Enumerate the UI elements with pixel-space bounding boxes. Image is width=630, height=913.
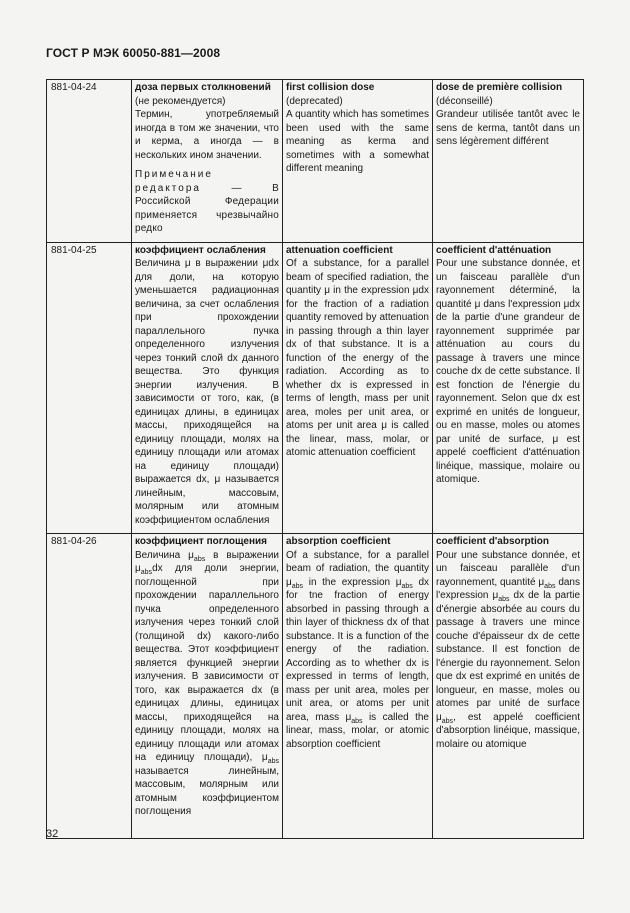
ru-term: коэффициент поглощения <box>135 536 268 547</box>
fr-cell <box>433 242 584 534</box>
term-number: 881-04-24 <box>47 80 132 243</box>
en-definition: Of a substance, for a parallel beam of radiation, the quantity $\mu_{abs}$ in the expression $\mu_{abs}$ dx for tne fraction of energy absorbed in passing through a thin layer of thickness dx of that substance. It is a function of the energy of the radiation. According as to whether dx is expressed in terms of length, mass per unit area, moles per unit area, or atoms per unit area, mass $\mu_{abs}$ is called the linear, mass, molar, or atomic absorption coefficient <box>286 549 429 750</box>
fr-definition: Grandeur utilisée tantôt avec le sens de kerma, tantôt dans un sens légèrement différent <box>436 109 580 147</box>
ru-note <box>135 168 279 236</box>
table-row <box>47 80 584 243</box>
ru-definition: Термин, употребляемый иногда в том же значении, что и керма, а иногда — в нескольких ином значении. <box>135 109 279 161</box>
en-term: absorption coefficient <box>286 536 391 547</box>
table-row <box>47 242 584 534</box>
en-cell <box>283 80 433 243</box>
ru-definition: Величина μ в выражении μdx для доли, на которую уменьшается радиационная величина, за счет ослабления при прохождении параллельного пучка определенного излучения через тонкий слой dx данного вещества. Это функция энергии излучения. В зависимости от того, как, (в единицах длины, в единицах массы, приходящейся на единицу площади, молях на единицу площади или атомах на единицу площади) выражается dx, μ называется линейным, массовым, молярным или атомным коэффициентом ослабления <box>135 258 279 526</box>
ru-cell <box>132 242 283 534</box>
term-number: 881-04-25 <box>47 242 132 534</box>
document-header: ГОСТ Р МЭК 60050-881—2008 <box>46 46 221 60</box>
ru-note-label: Примечание редактора <box>135 169 213 194</box>
ru-note-text: — В Российской Федерации применяется чрезвычайно редко <box>135 182 279 234</box>
term-number: 881-04-26 <box>47 534 132 839</box>
ru-definition: Величина $\mu_{abs}$ в выражении $\mu_{abs}dx$ для доли энергии, поглощенной при прохождении параллельного пучка определенного излучения через тонкий слой (толщиной dx) какого-либо вещества. Этот коэффициент является функцией энергии излучения. В зависимости от того, как выражается dx (в единицах длины, единицах массы, приходящейся на единицу площади, молях на единицу площади или атомах на единицу площади), $\mu_{abs}$ называется линейным, массовым, молярным или атомным коэффициентом поглощения <box>135 549 279 817</box>
fr-definition: Pour une substance donnée, et un faisceau parallèle d'un rayonnement, quantité $\mu_{abs}$ dans l'expression $\mu_{abs}$ dx de la partie d'énergie absorbée au cours du passage à travers une mince couche d'épaisseur dx de cette substance. Il est fonction de l'énergie du rayonnement. Selon que dx est exprimé en unités de longueur, en masse, moles ou atomes par unité de surface $\mu_{abs}$, est appelé coefficient d'absorption linéique, massique, molaire ou atomique <box>436 549 581 750</box>
en-cell <box>283 242 433 534</box>
en-qualifier: (deprecated) <box>286 95 343 107</box>
fr-qualifier: (déconseillé) <box>436 95 493 107</box>
page-number: 32 <box>46 828 59 840</box>
fr-term: coefficient d'atténuation <box>436 244 552 256</box>
ru-cell <box>132 534 283 839</box>
fr-term: dose de première collision <box>436 82 563 93</box>
ru-cell <box>132 80 283 243</box>
en-term: attenuation coefficient <box>286 244 393 256</box>
fr-cell <box>433 80 584 243</box>
ru-term: доза первых столкновений <box>135 82 271 93</box>
table-row <box>47 534 584 839</box>
ru-qualifier: (не рекомендуется) <box>135 95 226 107</box>
fr-term: coefficient d'absorption <box>436 536 549 547</box>
en-definition: A quantity which has sometimes been used with the same meaning as kerma and sometimes with a somewhat different meaning <box>286 109 429 174</box>
en-term: first collision dose <box>286 82 375 93</box>
fr-definition: Pour une substance donnée, et un faisceau parallèle d'un rayonnement déterminé, la quantité μ dans l'expression μdx de la partie d'une grandeur de rayonnement supprimée par atténuation au cours du passage à travers une mince couche dx de cette substance. Il est fonction de l'énergie du rayonnement. Selon que dx est exprimé en unités de longueur, ou en masse, moles ou atomes par unité de surface, μ est appelé coefficient d'atténuation linéique, massique, molaire ou atomique. <box>436 258 580 485</box>
terms-table <box>46 79 584 839</box>
ru-term: коэффициент ослабления <box>135 244 266 256</box>
en-cell <box>283 534 433 839</box>
fr-cell <box>433 534 584 839</box>
en-definition: Of a substance, for a parallel beam of specified radiation, the quantity μ in the expression μdx for the fraction of a radiation quantity removed by attenuation in passing through a thin layer dx of that substance. It is a function of the energy of the radiation. According as to whether dx is expressed in terms of length, mass per unit area, moles per unit area, or atoms per unit area μ is called the linear, mass, molar, or atomic attenuation coefficient <box>286 258 429 458</box>
